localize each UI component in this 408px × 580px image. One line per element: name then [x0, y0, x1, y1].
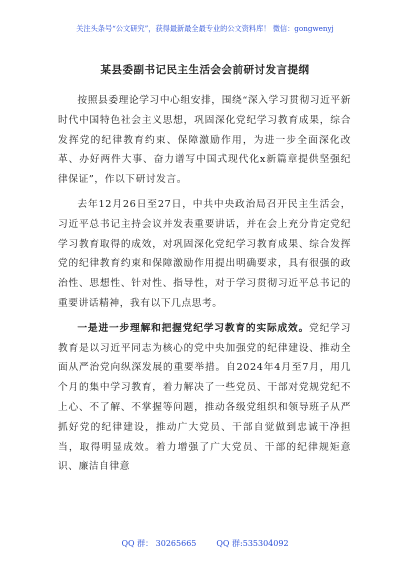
paragraph-3-lead: 一是进一步理解和把握党纪学习教育的实际成效。: [77, 322, 310, 334]
footer-qq-group-2: QQ 群:535304092: [216, 539, 289, 548]
header-watermark-text: 关注头条号“公文研究”，获得最新最全最专业的公文资料库！ 微信：gongwenyj: [76, 24, 334, 33]
paragraph-3: [58, 319, 351, 477]
footer-qq-group-1: QQ 群： 30265665: [121, 539, 197, 548]
paragraph-3-text: 党纪学习教育是以习近平同志为核心的党中央加强党的纪律建设、推动全面从严治党向纵深发展的重要举措。自2024年4月至7月，用几个月的集中学习教育，着力解决了一些党员、干部对党规党纪不上心、不了解、不掌握等问题，推动各级党组织和领导班子从严抓好党的纪律建设，推动广大党员、干部自觉做到忠诚干净担当，取得明显成效。着力增强了广大党员、干部的纪律规矩意识、廉洁自律意: [58, 322, 351, 473]
document-body: [58, 91, 351, 477]
footer-contact: [40, 539, 370, 549]
paragraph-1: 按照县委理论学习中心组安排，围绕“深入学习贯彻习近平新时代中国特色社会主义思想，巩固深化党纪学习教育成果，综合发挥党的纪律教育约束、保障激励作用，为进一步全面深化改革、办好两件大事、奋力谱写中国式现代化x新篇章提供坚强纪律保证”，作以下研讨发言。: [58, 95, 351, 186]
document-title: 某县委副书记民主生活会会前研讨发言提纲: [100, 64, 310, 76]
paragraph-2: 去年12月26日至27日，中共中央政治局召开民主生活会，习近平总书记主持会议并发表重要讲话，并在会上充分肯定党纪学习教育取得的成效，对巩固深化党纪学习教育成果、综合发挥党的纪律教育约束和保障激励作用提出明确要求，具有很强的政治性、思想性、针对性、指导性，对于学习贯彻习近平总书记的重要讲话精神，我有以下几点思考。: [58, 198, 351, 309]
